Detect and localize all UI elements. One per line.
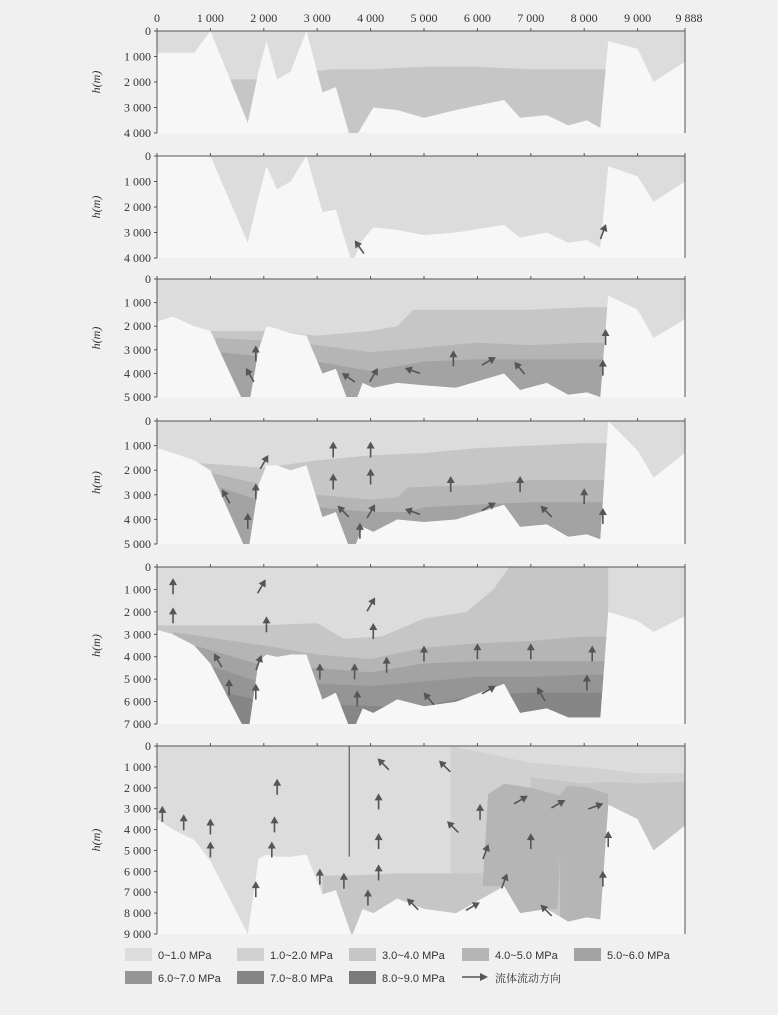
y-tick-label: 3 000	[124, 801, 151, 816]
y-tick-label: 5 000	[124, 537, 151, 551]
y-tick-label: 0	[145, 149, 151, 163]
x-tick-label: 8 000	[570, 11, 598, 25]
y-axis-label: h(m)	[89, 828, 103, 852]
x-tick-label: 9 888	[675, 11, 703, 25]
y-tick-label: 2 000	[124, 75, 151, 89]
y-tick-label: 4 000	[124, 251, 151, 265]
y-tick-label: 1 000	[124, 49, 151, 64]
legend-swatch	[125, 948, 152, 961]
y-tick-label: 7 000	[124, 717, 151, 731]
section-panel	[89, 414, 685, 564]
legend-swatch	[349, 971, 376, 984]
legend-item	[125, 971, 222, 985]
legend-label: 4.0~5.0 MPa	[495, 950, 558, 962]
y-tick-label: 0	[145, 560, 151, 574]
legend-swatch	[125, 971, 152, 984]
legend-swatch	[574, 948, 601, 961]
y-tick-label: 3 000	[124, 487, 151, 502]
section-panel	[89, 739, 685, 954]
section-panel	[89, 560, 685, 744]
legend-label: 8.0~9.0 MPa	[382, 973, 445, 985]
y-tick-label: 0	[145, 739, 151, 753]
y-axis-label: h(m)	[89, 195, 103, 219]
y-tick-label: 0	[145, 272, 151, 286]
legend-item	[349, 971, 446, 985]
legend-item	[237, 948, 334, 962]
x-tick-label: 4 000	[357, 11, 385, 25]
y-tick-label: 3 000	[124, 627, 151, 642]
x-tick-label: 1 000	[196, 11, 224, 25]
y-tick-label: 5 000	[124, 843, 151, 858]
y-tick-label: 1 000	[124, 582, 151, 597]
y-tick-label: 4 000	[124, 649, 151, 664]
legend-swatch	[462, 948, 489, 961]
legend-label: 5.0~6.0 MPa	[607, 950, 670, 962]
y-tick-label: 5 000	[124, 672, 151, 687]
y-tick-label: 6 000	[124, 864, 151, 879]
y-tick-label: 7 000	[124, 885, 151, 900]
y-tick-label: 3 000	[124, 100, 151, 115]
legend-swatch	[237, 971, 264, 984]
x-tick-label: 7 000	[517, 11, 545, 25]
section-panel	[89, 24, 685, 153]
y-tick-label: 0	[145, 24, 151, 38]
y-tick-label: 2 000	[124, 604, 151, 619]
y-tick-label: 4 000	[124, 512, 151, 527]
y-tick-label: 9 000	[124, 927, 151, 941]
y-tick-label: 4 000	[124, 366, 151, 381]
x-axis-top	[154, 11, 703, 25]
legend-label: 7.0~8.0 MPa	[270, 973, 333, 985]
legend-label: 3.0~4.0 MPa	[382, 950, 445, 962]
y-tick-label: 2 000	[124, 200, 151, 214]
y-tick-label: 3 000	[124, 225, 151, 240]
x-tick-label: 3 000	[303, 11, 331, 25]
legend-label: 0~1.0 MPa	[158, 950, 212, 962]
y-tick-label: 1 000	[124, 438, 151, 453]
y-axis-label: h(m)	[89, 471, 103, 494]
section-panel	[89, 272, 685, 417]
y-axis-label: h(m)	[89, 634, 103, 657]
y-tick-label: 4 000	[124, 126, 151, 140]
legend-item	[462, 948, 559, 962]
legend-item	[349, 948, 446, 962]
y-tick-label: 2 000	[124, 463, 151, 478]
legend	[125, 948, 671, 985]
y-tick-label: 2 000	[124, 319, 151, 334]
y-tick-label: 1 000	[124, 174, 151, 189]
legend-label: 流体流动方向	[495, 973, 561, 985]
y-tick-label: 5 000	[124, 390, 151, 404]
legend-item	[237, 971, 334, 985]
y-tick-label: 1 000	[124, 759, 151, 774]
y-tick-label: 4 000	[124, 822, 151, 837]
y-axis-label: h(m)	[89, 326, 103, 350]
legend-swatch	[349, 948, 376, 961]
legend-item	[125, 948, 212, 962]
x-tick-label: 0	[154, 11, 160, 25]
y-tick-label: 2 000	[124, 780, 151, 795]
legend-item	[574, 948, 671, 962]
legend-label: 1.0~2.0 MPa	[270, 950, 333, 962]
y-tick-label: 1 000	[124, 295, 151, 310]
x-tick-label: 9 000	[624, 11, 652, 25]
x-tick-label: 6 000	[463, 11, 491, 25]
legend-item-arrow	[462, 971, 561, 985]
y-axis-label: h(m)	[89, 70, 103, 94]
legend-label: 6.0~7.0 MPa	[158, 973, 221, 985]
y-tick-label: 6 000	[124, 694, 151, 709]
y-tick-label: 3 000	[124, 342, 151, 357]
section-panel	[89, 149, 685, 278]
y-tick-label: 8 000	[124, 906, 151, 921]
x-tick-label: 5 000	[410, 11, 438, 25]
legend-swatch	[237, 948, 264, 961]
y-tick-label: 0	[145, 414, 151, 428]
x-tick-label: 2 000	[250, 11, 278, 25]
